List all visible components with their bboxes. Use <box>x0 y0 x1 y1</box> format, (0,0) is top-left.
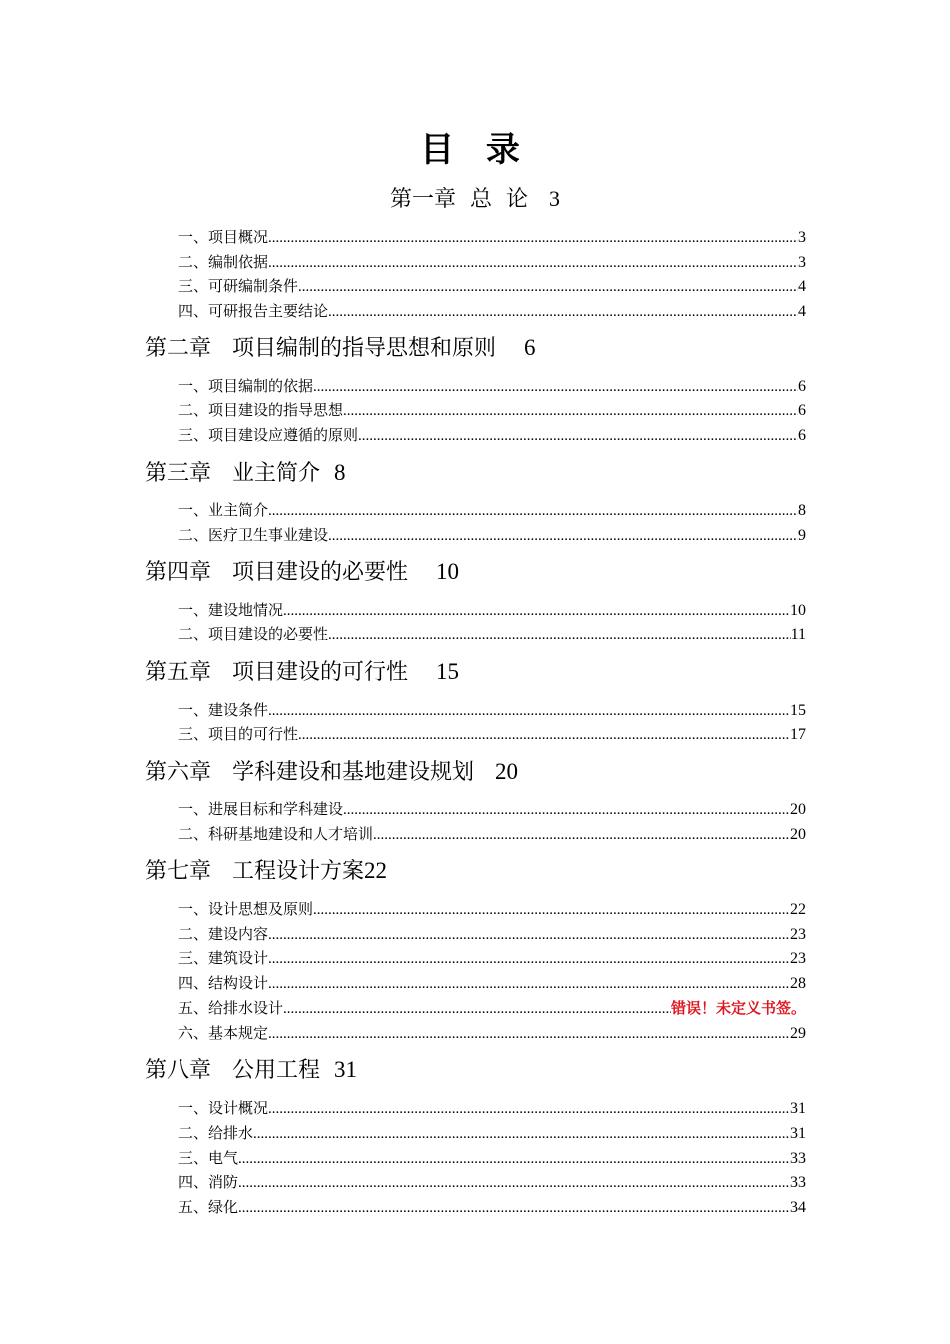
chapter-label: 第七章 工程设计方案 <box>145 859 364 884</box>
dot-leader <box>268 923 790 947</box>
toc-entry-page: 9 <box>798 527 806 544</box>
toc-entry-label: 二、科研基地建设和人才培训 <box>178 825 374 843</box>
toc-entry-label: 三、项目建设应遵循的原则 <box>178 426 359 444</box>
toc-entry-page: 20 <box>790 801 806 818</box>
toc-entry[interactable] <box>178 250 806 274</box>
dot-leader <box>253 1122 790 1146</box>
dot-leader <box>283 599 790 623</box>
toc-entry-page: 22 <box>790 901 806 918</box>
toc-entry[interactable] <box>178 946 806 970</box>
toc-entry-page: 11 <box>790 626 806 643</box>
dot-leader <box>373 823 790 847</box>
dot-leader <box>298 275 798 299</box>
dot-leader <box>268 226 798 250</box>
toc-entry-page: 15 <box>790 702 806 719</box>
toc-entry[interactable] <box>178 598 806 622</box>
toc-entry-page: 31 <box>790 1125 806 1142</box>
chapter-1-page: 3 <box>548 186 560 211</box>
toc-entry[interactable] <box>178 523 806 547</box>
toc-entry-label: 四、可研报告主要结论 <box>178 302 329 320</box>
chapter-page: 10 <box>435 559 459 584</box>
toc-entry-label: 一、业主简介 <box>178 501 269 519</box>
dot-leader <box>268 1097 790 1121</box>
chapter-heading[interactable] <box>145 854 387 888</box>
toc-entry[interactable] <box>178 374 806 398</box>
toc-entry-page: 17 <box>790 726 806 743</box>
chapter-label: 第五章 项目建设的可行性 <box>145 660 408 685</box>
dot-leader <box>268 699 790 723</box>
toc-entry[interactable] <box>178 1146 806 1170</box>
toc-entry[interactable] <box>178 1021 806 1045</box>
toc-entry[interactable] <box>178 423 806 447</box>
dot-leader <box>238 1171 790 1195</box>
dot-leader <box>358 424 798 448</box>
chapter-heading[interactable] <box>145 755 518 789</box>
dot-leader <box>328 623 791 647</box>
toc-entry-label: 五、给排水设计 <box>178 999 284 1017</box>
chapter-label: 第六章 学科建设和基地建设规划 <box>145 760 474 785</box>
toc-entry-label: 一、建设地情况 <box>178 601 284 619</box>
toc-entry[interactable] <box>178 1096 806 1120</box>
dot-leader <box>268 251 798 275</box>
toc-entry-label: 一、设计概况 <box>178 1099 269 1117</box>
toc-entry-page: 33 <box>790 1174 806 1191</box>
toc-entry-page: 29 <box>790 1025 806 1042</box>
toc-entry-page: 3 <box>798 229 806 246</box>
toc-title: 目 录 <box>420 130 530 170</box>
toc-entry-label: 一、进展目标和学科建设 <box>178 800 344 818</box>
toc-entry-label: 一、设计思想及原则 <box>178 900 314 918</box>
toc-entry[interactable] <box>178 971 806 995</box>
chapter-heading[interactable] <box>145 456 345 490</box>
toc-entry-label: 三、建筑设计 <box>178 949 269 967</box>
toc-entry-label: 一、项目概况 <box>178 228 269 246</box>
toc-entry[interactable] <box>178 797 806 821</box>
chapter-label: 第三章 业主简介 <box>145 461 320 486</box>
dot-leader <box>268 1022 790 1046</box>
toc-entry-label: 六、基本规定 <box>178 1024 269 1042</box>
chapter-heading[interactable] <box>145 331 535 365</box>
dot-leader <box>238 1147 790 1171</box>
chapter-page: 31 <box>333 1057 357 1082</box>
chapter-label: 第八章 公用工程 <box>145 1058 320 1083</box>
toc-entry[interactable] <box>178 922 806 946</box>
toc-entry-page: 28 <box>790 975 806 992</box>
toc-entry-label: 二、编制依据 <box>178 253 269 271</box>
dot-leader <box>313 898 790 922</box>
toc-entry-label: 二、项目建设的必要性 <box>178 625 329 643</box>
toc-entry-label: 二、给排水 <box>178 1124 254 1142</box>
toc-entry-page: 6 <box>798 427 806 444</box>
chapter-page: 20 <box>494 759 518 784</box>
toc-entry[interactable] <box>178 722 806 746</box>
toc-entry[interactable] <box>178 1170 806 1194</box>
toc-entry[interactable] <box>178 1121 806 1145</box>
toc-entry-label: 二、项目建设的指导思想 <box>178 401 344 419</box>
toc-entry[interactable] <box>178 1195 806 1219</box>
chapter-1-heading[interactable] <box>0 182 950 217</box>
dot-leader <box>238 1196 790 1220</box>
toc-entry[interactable] <box>178 996 806 1020</box>
toc-entry-label: 三、项目的可行性 <box>178 725 299 743</box>
toc-entry[interactable] <box>178 274 806 298</box>
toc-entry-page: 4 <box>798 278 806 295</box>
toc-entry-page: 23 <box>790 926 806 943</box>
toc-entry-page: 20 <box>790 826 806 843</box>
toc-entry-page: 34 <box>790 1199 806 1216</box>
toc-entry-page: 8 <box>798 502 806 519</box>
toc-entry-page: 33 <box>790 1150 806 1167</box>
dot-leader <box>268 972 790 996</box>
toc-entry-label: 四、结构设计 <box>178 974 269 992</box>
toc-entry-page: 4 <box>798 303 806 320</box>
toc-entry-page: 10 <box>790 602 806 619</box>
toc-entry-label: 一、项目编制的依据 <box>178 377 314 395</box>
toc-entry[interactable] <box>178 225 806 249</box>
chapter-heading[interactable] <box>145 1053 357 1087</box>
dot-leader <box>343 798 790 822</box>
chapter-page: 22 <box>363 858 387 883</box>
toc-entry[interactable] <box>178 698 806 722</box>
toc-entry-label: 五、绿化 <box>178 1198 239 1216</box>
toc-entry-label: 二、建设内容 <box>178 925 269 943</box>
toc-entry-page: 23 <box>790 950 806 967</box>
toc-entry[interactable] <box>178 498 806 522</box>
dot-leader <box>268 947 790 971</box>
chapter-heading[interactable] <box>145 655 459 689</box>
dot-leader <box>298 723 790 747</box>
chapter-heading[interactable] <box>145 555 459 589</box>
dot-leader <box>343 399 798 423</box>
bookmark-error-text: 错误！未定义书签。 <box>670 999 806 1017</box>
toc-entry-page: 6 <box>798 402 806 419</box>
toc-entry[interactable] <box>178 398 806 422</box>
toc-entry-label: 四、消防 <box>178 1173 239 1191</box>
chapter-label: 第二章 项目编制的指导思想和原则 <box>145 336 496 361</box>
dot-leader <box>328 300 798 324</box>
chapter-1-label: 第一章 总 论 <box>390 187 528 212</box>
toc-entry-page: 6 <box>798 378 806 395</box>
toc-entry-page: 3 <box>798 254 806 271</box>
chapter-page: 8 <box>333 460 346 485</box>
toc-entry-label: 一、建设条件 <box>178 701 269 719</box>
chapter-page: 15 <box>435 659 459 684</box>
toc-entry-label: 三、电气 <box>178 1149 239 1167</box>
toc-entry-label: 三、可研编制条件 <box>178 277 299 295</box>
dot-leader <box>313 375 798 399</box>
toc-entry[interactable] <box>178 622 806 646</box>
dot-leader <box>283 997 671 1021</box>
toc-entry-label: 二、医疗卫生事业建设 <box>178 526 329 544</box>
toc-entry-page: 31 <box>790 1100 806 1117</box>
dot-leader <box>328 524 798 548</box>
chapter-page: 6 <box>523 335 536 360</box>
toc-entry[interactable] <box>178 822 806 846</box>
toc-entry[interactable] <box>178 299 806 323</box>
dot-leader <box>268 499 798 523</box>
chapter-label: 第四章 项目建设的必要性 <box>145 560 408 585</box>
toc-entry[interactable] <box>178 897 806 921</box>
